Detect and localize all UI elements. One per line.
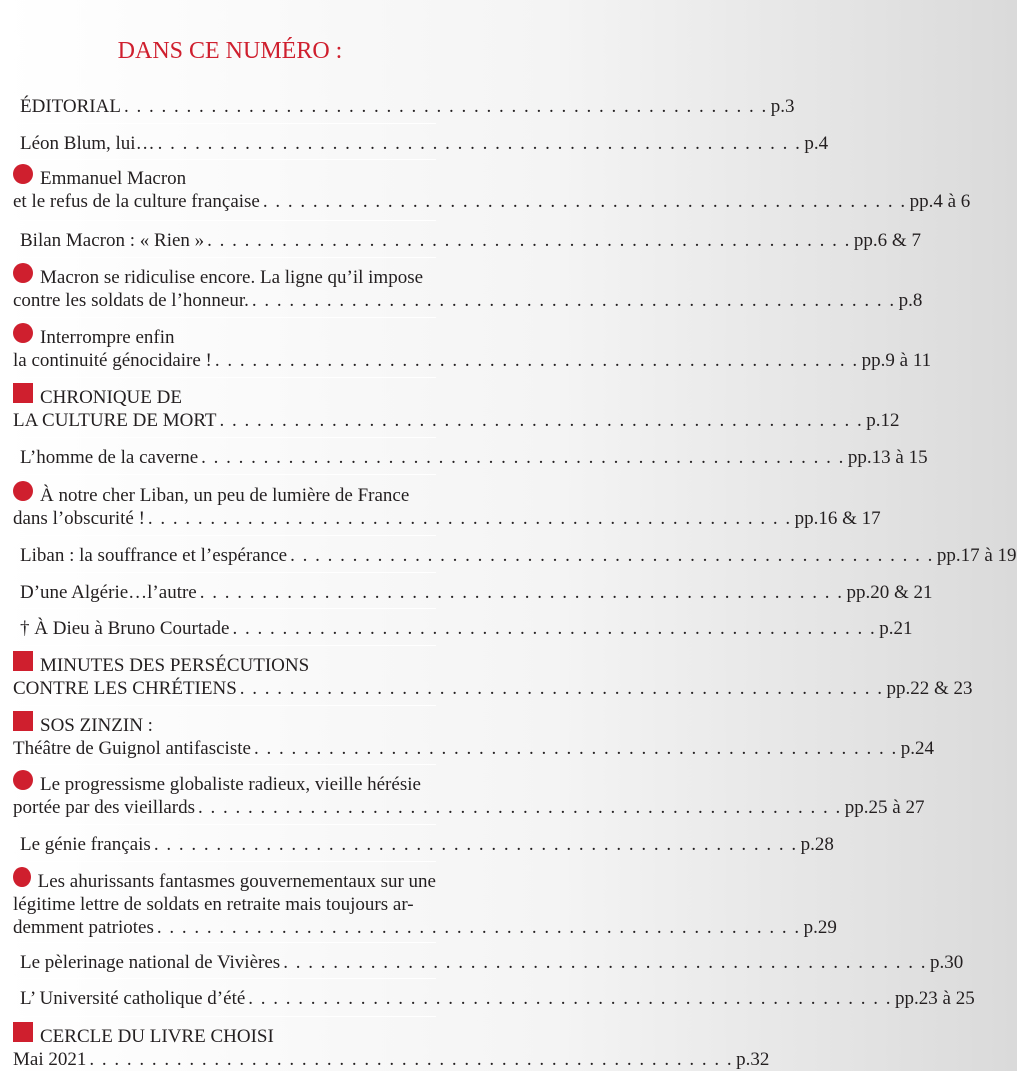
red-square-icon	[13, 711, 33, 731]
divider	[13, 824, 436, 825]
red-dot-icon	[13, 164, 33, 184]
page-number: pp.20 & 21	[846, 582, 933, 603]
entry-title: CHRONIQUE DE	[40, 387, 182, 408]
red-square-icon	[13, 1022, 33, 1042]
entry-title: SOS ZINZIN :	[40, 715, 153, 736]
dot-leader: . . . . . . . . . . . . . . . . . . . . . . . . . . . . . . . . . . . . . . . . . . . . . . . . . . . .	[157, 133, 802, 154]
page-number: p.24	[900, 738, 934, 759]
toc-entry-minutes-persecutions[interactable]	[13, 651, 973, 700]
page-number: p.30	[929, 952, 964, 973]
page-number: p.3	[770, 96, 795, 117]
divider	[13, 159, 436, 160]
dot-leader: . . . . . . . . . . . . . . . . . . . . . . . . . . . . . . . . . . . . . . . . . . . . . . . . . . . .	[123, 96, 768, 117]
page-number: p.32	[736, 1049, 770, 1070]
dot-leader: . . . . . . . . . . . . . . . . . . . . . . . . . . . . . . . . . . . . . . . . . . . . . . . . . . . .	[239, 678, 884, 699]
dot-leader: . . . . . . . . . . . . . . . . . . . . . . . . . . . . . . . . . . . . . . . . . . . . . . . . . . . .	[219, 410, 864, 431]
divider	[13, 764, 436, 765]
entry-title: Le génie français	[20, 834, 151, 855]
red-dot-icon	[13, 323, 33, 343]
divider	[13, 861, 436, 862]
divider	[13, 608, 436, 609]
toc-entry-universite[interactable]	[13, 984, 975, 1010]
entry-title-continued: LA CULTURE DE MORT	[13, 410, 217, 431]
divider	[13, 1016, 436, 1017]
dot-leader: . . . . . . . . . . . . . . . . . . . . . . . . . . . . . . . . . . . . . . . . . . . . . . . . . . . .	[156, 917, 801, 938]
page-number: p.21	[879, 618, 913, 639]
dot-leader: . . . . . . . . . . . . . . . . . . . . . . . . . . . . . . . . . . . . . . . . . . . . . . . . . . . .	[232, 618, 877, 639]
entry-title-continued: Théâtre de Guignol antifasciste	[13, 738, 251, 759]
page-number: p.8	[898, 290, 923, 311]
entry-title: L’ Université catholique d’été	[20, 988, 246, 1009]
entry-title: L’homme de la caverne	[20, 447, 199, 468]
red-dot-icon	[13, 481, 33, 501]
toc-entry-liban-souffrance[interactable]	[13, 541, 1017, 567]
page-number: pp.6 & 7	[853, 230, 921, 251]
entry-title: Liban : la souffrance et l’espérance	[20, 545, 288, 566]
divider	[13, 535, 436, 536]
entry-title: Le progressisme globaliste radieux, vieille hérésie	[40, 774, 421, 795]
page-number: pp.22 & 23	[886, 678, 973, 699]
red-square-icon	[13, 651, 33, 671]
divider	[13, 705, 436, 706]
toc-entry-macron-ridiculise[interactable]	[13, 263, 923, 312]
toc-entry-bruno-courtade[interactable]	[13, 614, 913, 640]
toc-entry-homme-caverne[interactable]	[13, 443, 928, 469]
red-dot-icon	[13, 867, 31, 887]
toc-title: DANS CE NUMÉRO :	[117, 38, 343, 64]
dot-leader: . . . . . . . . . . . . . . . . . . . . . . . . . . . . . . . . . . . . . . . . . . . . . . . . . . . .	[198, 797, 842, 818]
divider	[13, 123, 436, 124]
toc-entry-emmanuel-macron[interactable]	[13, 164, 971, 213]
entry-title-continued: CONTRE LES CHRÉTIENS	[13, 678, 237, 699]
red-square-icon	[13, 383, 33, 403]
dot-leader: . . . . . . . . . . . . . . . . . . . . . . . . . . . . . . . . . . . . . . . . . . . . . . . . . . . .	[253, 738, 898, 759]
dot-leader: . . . . . . . . . . . . . . . . . . . . . . . . . . . . . . . . . . . . . . . . . . . . . . . . . . . .	[199, 582, 844, 603]
entry-title: D’une Algérie…l’autre	[20, 582, 197, 603]
entry-title: CERCLE DU LIVRE CHOISI	[40, 1026, 274, 1047]
entry-title: Léon Blum, lui…	[20, 133, 155, 154]
toc-entry-algerie[interactable]	[13, 578, 933, 604]
entry-title: Bilan Macron : « Rien »	[20, 230, 205, 251]
page-number: p.12	[866, 410, 900, 431]
toc-entry-bilan-macron[interactable]	[13, 226, 921, 252]
entry-title: Le pèlerinage national de Vivières	[20, 952, 281, 973]
toc-entry-editorial[interactable]	[13, 92, 795, 118]
page-number: p.29	[803, 917, 837, 938]
entry-title-continued: demment patriotes	[13, 917, 154, 938]
toc-entry-chronique[interactable]	[13, 383, 900, 432]
dot-leader: . . . . . . . . . . . . . . . . . . . . . . . . . . . . . . . . . . . . . . . . . . . . . . . . . . . .	[248, 988, 893, 1009]
divider	[13, 437, 436, 438]
toc-entry-fantasmes[interactable]	[13, 867, 837, 939]
page-number: pp.4 à 6	[909, 191, 971, 212]
divider	[13, 220, 436, 221]
entry-title: Emmanuel Macron	[40, 168, 187, 189]
dot-leader: . . . . . . . . . . . . . . . . . . . . . . . . . . . . . . . . . . . . . . . . . . . . . . . . . . . .	[153, 834, 798, 855]
dot-leader: . . . . . . . . . . . . . . . . . . . . . . . . . . . . . . . . . . . . . . . . . . . . . . . . . . . .	[214, 350, 859, 371]
page-number: pp.23 à 25	[895, 988, 975, 1009]
page-number: pp.13 à 15	[847, 447, 928, 468]
dot-leader: . . . . . . . . . . . . . . . . . . . . . . . . . . . . . . . . . . . . . . . . . . . . . . . . . . . .	[89, 1049, 734, 1070]
dot-leader: . . . . . . . . . . . . . . . . . . . . . . . . . . . . . . . . . . . . . . . . . . . . . . . . . . . .	[147, 508, 792, 529]
red-dot-icon	[13, 263, 33, 283]
entry-title: Les ahurissants fantasmes gouvernementaux sur une	[37, 871, 436, 892]
page-number: pp.25 à 27	[844, 797, 925, 818]
entry-title-continued: dans l’obscurité !	[13, 508, 145, 529]
divider	[13, 572, 436, 573]
entry-title-continued: portée par des vieillards	[13, 797, 196, 818]
divider	[13, 645, 436, 646]
entry-title: MINUTES DES PERSÉCUTIONS	[40, 655, 310, 676]
dot-leader: . . . . . . . . . . . . . . . . . . . . . . . . . . . . . . . . . . . . . . . . . . . . . . . . . . . .	[262, 191, 907, 212]
toc-entry-leon-blum[interactable]	[13, 129, 829, 155]
dot-leader: . . . . . . . . . . . . . . . . . . . . . . . . . . . . . . . . . . . . . . . . . . . . . . . . . . . .	[283, 952, 927, 973]
dot-leader: . . . . . . . . . . . . . . . . . . . . . . . . . . . . . . . . . . . . . . . . . . . . . . . . . . . .	[251, 290, 896, 311]
divider	[13, 257, 436, 258]
page-number: pp.9 à 11	[861, 350, 932, 371]
toc-entry-cher-liban[interactable]	[13, 481, 881, 530]
entry-title: À notre cher Liban, un peu de lumière de France	[40, 485, 410, 506]
entry-title-continued: contre les soldats de l’honneur.	[13, 290, 249, 311]
entry-title: ÉDITORIAL	[20, 96, 121, 117]
page-number: p.4	[804, 133, 829, 154]
divider	[13, 377, 436, 378]
divider	[13, 978, 436, 979]
entry-title-continued: et le refus de la culture française	[13, 191, 260, 212]
page-number: pp.16 & 17	[794, 508, 881, 529]
entry-title: † À Dieu à Bruno Courtade	[20, 618, 230, 639]
dot-leader: . . . . . . . . . . . . . . . . . . . . . . . . . . . . . . . . . . . . . . . . . . . . . . . . . . . .	[290, 545, 934, 566]
entry-title-continued: Mai 2021	[13, 1049, 87, 1070]
divider	[13, 942, 436, 943]
entry-title-continued: légitime lettre de soldats en retraite mais toujours ar-	[13, 894, 414, 915]
entry-title: Interrompre enfin	[40, 327, 175, 348]
toc-entry-progressisme[interactable]	[13, 770, 925, 819]
entry-title-continued: la continuité génocidaire !	[13, 350, 212, 371]
toc-entry-genie-francais[interactable]	[13, 830, 834, 856]
toc-entry-cercle-livre[interactable]	[13, 1022, 770, 1071]
dot-leader: . . . . . . . . . . . . . . . . . . . . . . . . . . . . . . . . . . . . . . . . . . . . . . . . . . . .	[201, 447, 845, 468]
toc-entry-interrompre[interactable]	[13, 323, 932, 372]
divider	[13, 474, 436, 475]
entry-title: Macron se ridiculise encore. La ligne qu’il impose	[40, 267, 424, 288]
dot-leader: . . . . . . . . . . . . . . . . . . . . . . . . . . . . . . . . . . . . . . . . . . . . . . . . . . . .	[207, 230, 851, 251]
red-dot-icon	[13, 770, 33, 790]
toc-entry-sos-zinzin[interactable]	[13, 711, 934, 760]
page-number: pp.17 à 19	[936, 545, 1017, 566]
toc-entry-pelerinage[interactable]	[13, 948, 964, 974]
divider	[13, 317, 436, 318]
page-number: p.28	[800, 834, 834, 855]
